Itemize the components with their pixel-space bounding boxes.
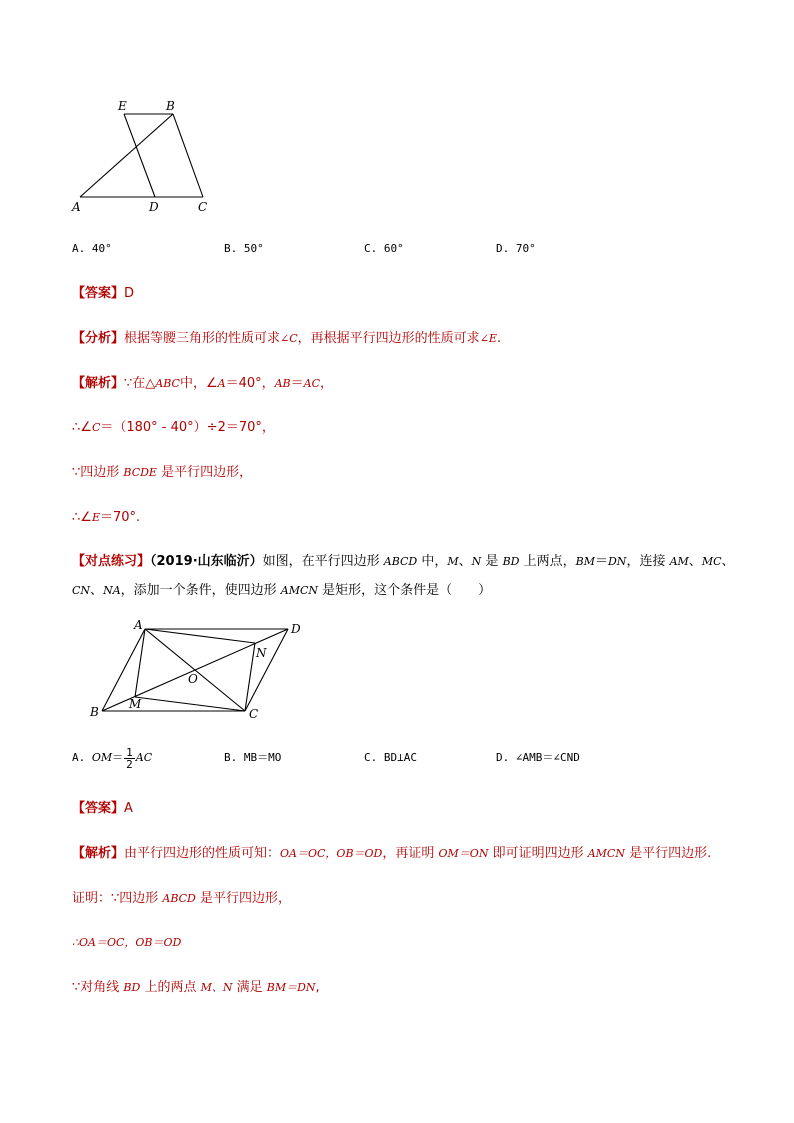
answer-tag: 【答案】	[72, 286, 125, 301]
q1-solution-line-2: ∴∠C＝（180° - 40°）÷2＝70°，	[72, 420, 275, 435]
diagonal-ac	[145, 629, 245, 711]
label-a: A	[134, 618, 143, 632]
q2-statement-line-2: CN、NA，添加一个条件，使四边形 AMCN 是矩形，这个条件是（ ）	[72, 583, 492, 598]
label-b: B	[90, 705, 99, 719]
label-o: O	[188, 672, 198, 686]
answer-value: D	[124, 286, 135, 301]
label-d: D	[149, 200, 159, 214]
label-d: D	[291, 622, 301, 636]
q2-solution-line-3: ∴OA＝OC，OB＝OD	[72, 936, 182, 949]
q1-option-c: C. 60°	[364, 242, 404, 255]
answer-tag: 【答案】	[72, 801, 125, 816]
segment-na	[145, 629, 255, 643]
q1-option-b: B. 50°	[224, 242, 264, 255]
q1-answer-line	[72, 285, 134, 303]
q2-option-a: A. OM＝ $\frac{1}{2}$ AC	[72, 745, 153, 771]
q2-solution-line-2: 证明：∵四边形 ABCD 是平行四边形，	[72, 891, 292, 906]
label-n: N	[256, 646, 267, 660]
q1-analysis-line: 【分析】根据等腰三角形的性质可求∠C，再根据平行四边形的性质可求∠E.	[72, 331, 502, 346]
practice-tag: 【对点练习】	[72, 554, 151, 569]
label-a: A	[72, 200, 81, 214]
segment-ed	[124, 114, 155, 197]
q2-answer-line	[72, 800, 133, 818]
figure-parallelogram-amcn	[80, 615, 320, 725]
label-m: M	[129, 697, 142, 711]
segment-ab	[80, 114, 173, 197]
label-c: C	[249, 707, 259, 721]
q1-solution-line-1: 【解析】∵在△ABC中，∠A＝40°，AB＝AC，	[72, 376, 334, 391]
q1-option-d: D. 70°	[496, 242, 536, 255]
q2-option-c: C. BD⊥AC	[364, 751, 417, 764]
q2-statement-line-1: 【对点练习】（2019·山东临沂）如图，在平行四边形 ABCD 中，M、N 是 BD 上两点，BM＝DN，连接 AM、MC、	[72, 554, 735, 569]
label-c: C	[198, 200, 208, 214]
q2-solution-line-4: ∵对角线 BD 上的两点 M、N 满足 BM＝DN,	[72, 980, 320, 995]
figure-triangle-parallelogram	[60, 95, 230, 220]
segment-bc	[173, 114, 203, 197]
q2-option-d: D. ∠AMB＝∠CND	[496, 751, 580, 764]
q2-option-b: B. MB＝MO	[224, 751, 282, 764]
fraction-one-half: $\frac{1}{2}$	[126, 745, 133, 771]
q1-solution-line-3: ∵四边形 BCDE 是平行四边形，	[72, 465, 253, 480]
solution-tag: 【解析】	[72, 846, 125, 861]
label-b: B	[166, 99, 175, 113]
solution-tag: 【解析】	[72, 376, 125, 391]
question-source: （2019·山东临沂）	[150, 554, 263, 569]
analysis-tag: 【分析】	[72, 331, 125, 346]
label-e: E	[118, 99, 127, 113]
q2-solution-line-1: 【解析】由平行四边形的性质可知：OA＝OC，OB＝OD，再证明 OM＝ON 即可证明四边形 AMCN 是平行四边形.	[72, 846, 712, 861]
answer-value: A	[124, 801, 133, 816]
q1-option-a: A. 40°	[72, 242, 112, 255]
segment-mc	[135, 697, 245, 711]
q1-solution-line-4: ∴∠E＝70°.	[72, 510, 141, 525]
